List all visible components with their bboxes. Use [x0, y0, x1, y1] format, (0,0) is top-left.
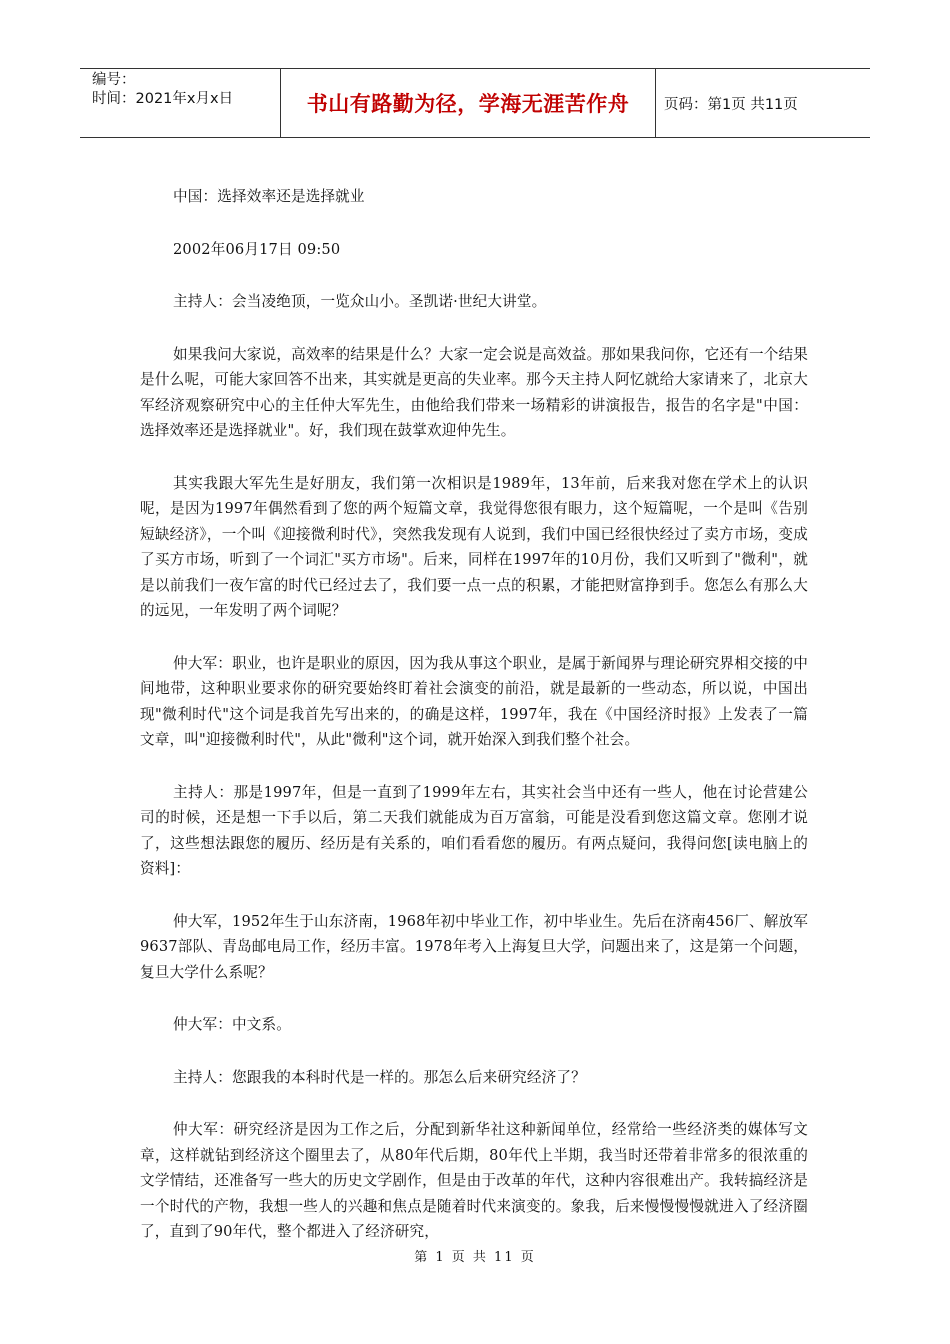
paragraph: 仲大军：中文系。 — [173, 1016, 291, 1033]
article-title: 中国：选择效率还是选择就业 — [173, 188, 365, 205]
article-datetime: 2002年06月17日 09:50 — [173, 240, 341, 258]
page-footer: 第 1 页 共 11 页 — [414, 1250, 536, 1265]
paragraph: 仲大军：职业，也许是职业的原因，因为我从事这个职业，是属于新闻界与理论研究界相交接的中间地带，这种职业要求你的研究要始终盯着社会演变的前沿，就是最新的一些动态，所以说，中国出现"微利时代"这个词是我首先写出来的，的确是这样，1997年，我在《中国经济时报》上发表了一篇文章，叫"迎接微利时代"，从此"微利"这个词，就开始深入到我们整个社会。 — [140, 654, 808, 748]
header-meta — [80, 69, 281, 137]
number-label: 编号： — [92, 72, 136, 88]
header-motto: 书山有路勤为径，学海无涯苦作舟 — [281, 69, 656, 137]
document-header — [80, 68, 870, 138]
article-body — [140, 184, 808, 1272]
paragraph: 主持人：会当凌绝顶，一览众山小。圣凯诺·世纪大讲堂。 — [173, 293, 547, 310]
paragraph: 其实我跟大军先生是好朋友，我们第一次相识是1989年，13年前，后来我对您在学术上的认识呢，是因为1997年偶然看到了您的两个短篇文章，我觉得您很有眼力，这个短篇呢，一个是叫《告别短缺经济》，一个叫《迎接微利时代》，突然我发现有人说到，我们中国已经很快经过了卖方市场，变成了买方市场，听到了一个词汇"买方市场"。后来，同样在1997年的10月份，我们又听到了"微利"，就是以前我们一夜乍富的时代已经过去了，我们要一点一点的积累，才能把财富挣到手。您怎么有那么大的远见，一年发明了两个词呢？ — [140, 474, 808, 619]
paragraph: 仲大军，1952年生于山东济南，1968年初中毕业工作，初中毕业生。先后在济南456厂、解放军9637部队、青岛邮电局工作，经历丰富。1978年考入上海复旦大学，问题出来了，这是第一个问题，复旦大学什么系呢？ — [140, 912, 808, 981]
time-label: 时间：2021年x月x日 — [92, 91, 234, 107]
paragraph: 如果我问大家说，高效率的结果是什么？大家一定会说是高效益。那如果我问你，它还有一个结果是什么呢，可能大家回答不出来，其实就是更高的失业率。那今天主持人阿忆就给大家请来了，北京大军经济观察研究中心的主任仲大军先生，由他给我们带来一场精彩的讲演报告，报告的名字是"中国：选择效率还是选择就业"。好，我们现在鼓掌欢迎仲先生。 — [140, 345, 808, 439]
paragraph: 主持人：那是1997年，但是一直到了1999年左右，其实社会当中还有一些人，他在讨论营建公司的时候，还是想一下手以后，第二天我们就能成为百万富翁，可能是没看到您这篇文章。您刚才说了，这些想法跟您的履历、经历是有关系的，咱们看看您的履历。有两点疑问，我得问您[读电脑上的资料]： — [140, 783, 808, 877]
paragraph: 仲大军：研究经济是因为工作之后，分配到新华社这种新闻单位，经常给一些经济类的媒体写文章，这样就钻到经济这个圈里去了，从80年代后期，80年代上半期，我当时还带着非常多的很浓重的文学情结，还准备写一些大的历史文学剧作，但是由于改革的年代，这种内容很难出产。我转搞经济是一个时代的产物，我想一些人的兴趣和焦点是随着时代来演变的。象我，后来慢慢慢慢就进入了经济圈了，直到了90年代，整个都进入了经济研究， — [140, 1121, 808, 1240]
header-page-info: 页码：第1页 共11页 — [664, 96, 798, 113]
paragraph: 主持人：您跟我的本科时代是一样的。那怎么后来研究经济了？ — [173, 1068, 586, 1086]
